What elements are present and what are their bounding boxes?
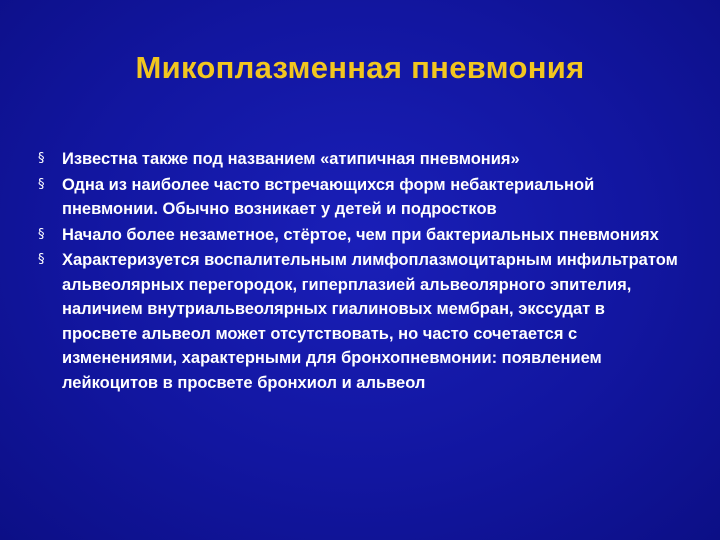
bullet-icon: §	[38, 151, 45, 166]
bullet-text: Одна из наиболее часто встречающихся форм небактериальной пневмонии. Обычно возникает у детей и подростков	[62, 175, 595, 218]
bullet-text: Характеризуется воспалительным лимфоплазмоцитарным инфильтратом альвеолярных перегородок, гиперплазией альвеолярного эпителия, наличием внутриальвеолярных гиалиновых мембран, экссудат в просвете альвеол может отсутствовать, но часто сочетается с изменениями, характерными для бронхопневмонии: появлением лейкоцитов в просвете бронхиол и альвеол	[62, 251, 678, 392]
bullet-item	[38, 223, 678, 248]
slide-title: Микоплазменная пневмония	[135, 50, 585, 85]
bullet-text: Начало более незаметное, стёртое, чем при бактериальных пневмониях	[62, 225, 659, 244]
bullet-icon: §	[38, 252, 45, 267]
bullet-item	[38, 147, 678, 172]
bullet-icon: §	[38, 176, 45, 192]
bullet-text: Известна также под названием «атипичная пневмония»	[62, 150, 520, 168]
bullet-item	[38, 173, 678, 222]
bullet-list	[38, 147, 678, 396]
bullet-item	[38, 248, 678, 395]
bullet-icon: §	[38, 226, 45, 242]
